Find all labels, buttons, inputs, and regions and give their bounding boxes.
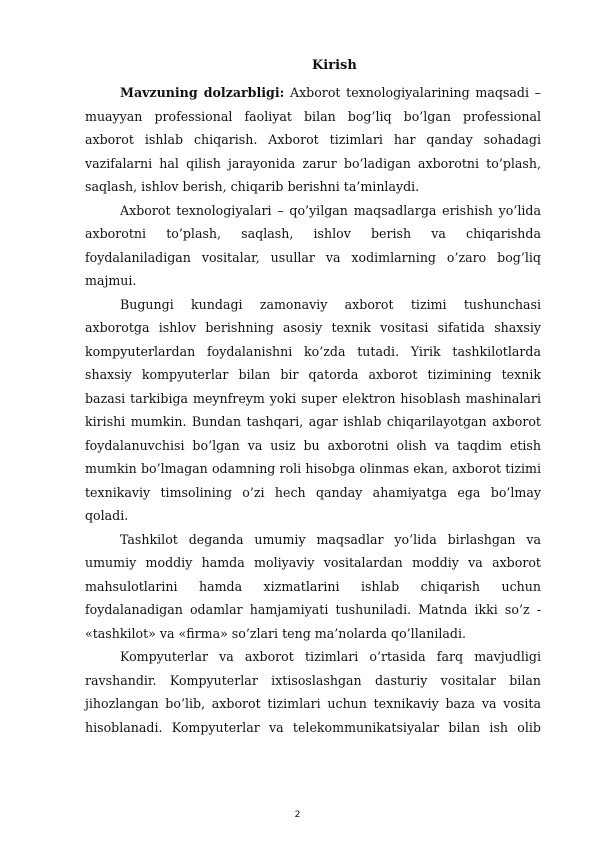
page-number: 2 (294, 810, 301, 820)
paragraph-lead: Mavzuning dolzarbligi: (120, 85, 285, 100)
paragraph-3 (85, 293, 541, 528)
paragraph-1 (85, 81, 541, 199)
paragraph-text: Axborot texnologiyalari – qo’yilgan maqsadlarga erishish yo’lida axborotni to’plash, saqlash, ishlov berish va chiqarishda foydalaniladigan vositalar, usullar va xodimlarning o’zaro bog’liq majmui. (85, 202, 541, 288)
paragraph-text: Kompyuterlar va axborot tizimlari o’rtasida farq mavjudligi ravshandir. Kompyuterlar ixtisoslashgan dasturiy vositalar bilan jihozlangan bo’lib, axborot tizimlari uchun texnikaviy baza va vosita hisoblanadi. Kompyuterlar va telekommunikatsiyalar bilan ish olib (85, 649, 541, 735)
paragraph-4 (85, 528, 541, 646)
paragraph-5 (85, 645, 541, 739)
page-title: Kirish (312, 58, 357, 73)
paragraph-text: Tashkilot deganda umumiy maqsadlar yo’lida birlashgan va umumiy moddiy hamda moliyaviy vositalardan moddiy va axborot mahsulotlarini hamda xizmatlarini ishlab chiqarish uchun foydalanadigan odamlar hamjamiyati tushuniladi. Matnda ikki so’z - «tashkilot» va «firma» so’zlari teng ma’nolarda qo’llaniladi. (85, 531, 541, 641)
paragraph-text: Axborot texnologiyalarining maqsadi – muayyan professional faoliyat bilan bog’liq bo’lgan professional axborot ishlab chiqarish. Axborot tizimlari har qanday sohadagi vazifalarni hal qilish jarayonida zarur bo’ladigan axborotni to’plash, saqlash, ishlov berish, chiqarib berishni ta’minlaydi. (85, 85, 541, 194)
paragraph-2 (85, 199, 541, 293)
document-body (85, 81, 541, 739)
paragraph-text: Bugungi kundagi zamonaviy axborot tizimi tushunchasi axborotga ishlov berishning asosiy texnik vositasi sifatida shaxsiy kompyuterlardan foydalanishni ko’zda tutadi. Yirik tashkilotlarda shaxsiy kompyuterlar bilan bir qatorda axborot tizimining texnik bazasi tarkibiga meynfreym yoki super elektron hisoblash mashinalari kirishi mumkin. Bundan tashqari, agar ishlab chiqarilayotgan axborot foydalanuvchisi bo’lgan va usiz bu axborotni olish va taqdim etish mumkin bo’lmagan odamning roli hisobga olinmas ekan, axborot tizimi texnikaviy timsolining o’zi hech qanday ahamiyatga ega bo’lmay qoladi. (85, 296, 541, 523)
